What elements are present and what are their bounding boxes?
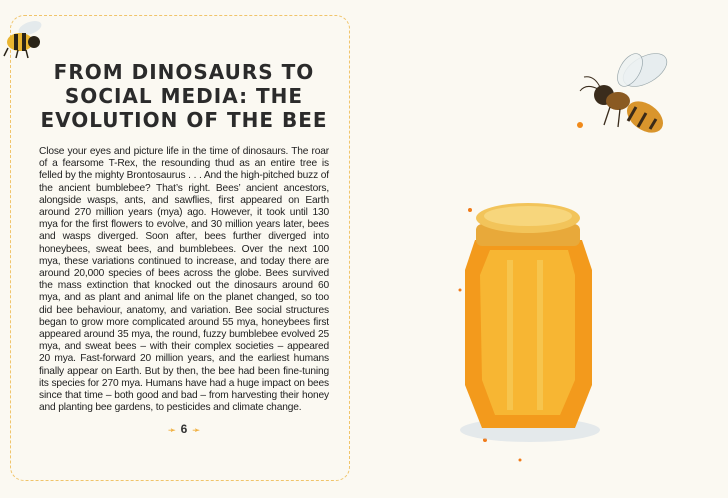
arrow-right-icon: ➛ (168, 425, 176, 436)
title-line: FROM DINOSAURS TO (53, 60, 315, 84)
body-text: Close your eyes and picture life in the time of dinosaurs. The roar of a fearsome T-Rex, the resounding thud as an entire tree is felled by the mighty Brontosaurus . . . And the high-pitched buzz of the ancient bumblebee? That’s right. Bees’ ancient ancestors, alongside wasps, ants, and sawflies, first appeared on Earth around 270 million years (mya) ago. However, it took until 130 mya for the first flowers to evolve, and 30 million years later, bees and wasps diverged. Soon after, bees further diverged into honeybees, sweat bees, and bumblebees. Over the next 100 mya, these variations continued to increase, and today there are around 20,000 species of bees across the globe. Bees survived the mass extinction that knocked out the dinosaurs around 60 mya, and as plant and animal life on the planet changed, so too did bee behaviour, anatomy, and variation. Bee social structures began to grow more complicated around 55 mya, honeybees first appeared around 35 mya, the round, fuzzy bumblebee evolved 25 mya, and sweat bees – with their complex societies – appeared 20 mya. Fast-forward 20 million years, and the earliest humans finally appear on Earth. But by then, the bee had been fine-tuning its species for 270 mya. Humans have had a huge impact on bees since that time – both good and bad – from harvesting their honey and planting bee gardens, to pesticides and climate change. (39, 146, 329, 414)
honey-jar-illustration (420, 170, 630, 480)
page-column (36, 60, 332, 437)
arrow-right-icon: ➛ (192, 425, 200, 436)
honeybee-illustration (570, 45, 680, 145)
title-line: EVOLUTION OF THE BEE (40, 108, 328, 132)
page-number (163, 422, 205, 437)
title-line: SOCIAL MEDIA: THE (64, 84, 304, 108)
page-number-value: 6 (180, 422, 188, 437)
bumblebee-illustration (0, 18, 48, 62)
page-title (29, 60, 339, 132)
